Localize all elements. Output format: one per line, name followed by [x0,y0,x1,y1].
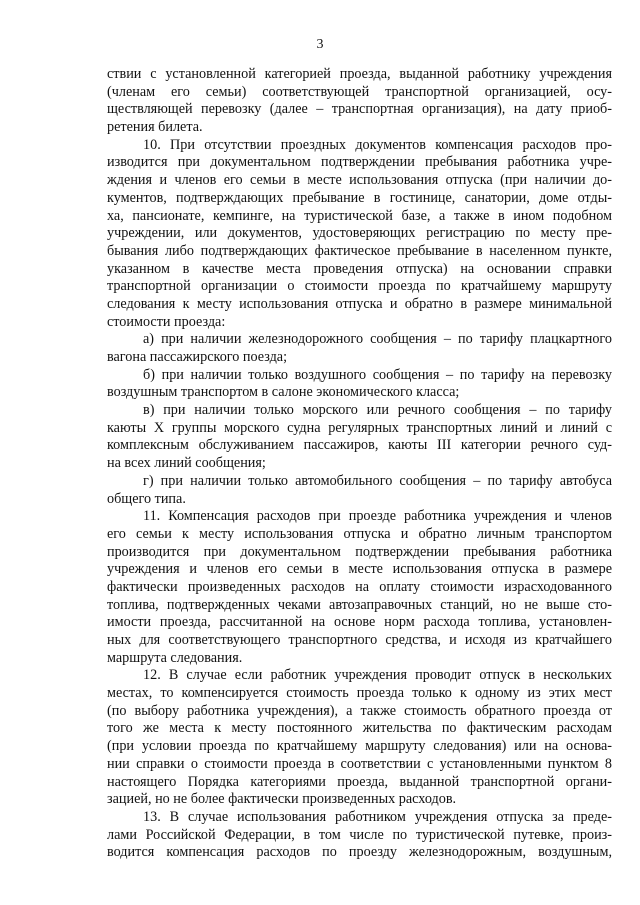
text-line: в) при наличии только морского или речного сообщения – по тарифу [143,402,612,419]
text-line: (членам его семьи) соответствующей транспортной организацией, осу- [107,83,612,100]
text-line: маршрута следования. [107,649,243,666]
text-line: 13. В случае использования работником учреждения отпуска за преде- [143,808,612,825]
text-line: нии справки о стоимости проезда в соответствии с установленными пунктом 8 [107,755,612,772]
text-line: изводится при документальном подтверждении пребывания работника учре- [107,154,612,171]
text-line: учреждения и членов его семьи в месте использования отпуска в размере [107,561,612,578]
text-line: ретения билета. [107,119,203,136]
text-line: 10. При отсутствии проездных документов компенсация расходов про- [143,136,612,153]
text-line: воздушным транспортом в салоне экономического класса; [107,384,460,401]
text-line: кументов, подтверждающих пребывание в гостинице, санатории, доме отды- [107,189,612,206]
text-line: водится компенсация расходов по проезду железнодорожным, воздушным, [107,844,612,861]
text-line: местах, то компенсируется стоимость проезда только к одному из этих мест [107,685,612,702]
text-line: бывания либо подтверждающих фактическое пребывание в населенном пункте, [107,242,612,259]
text-line: каюты X группы морского судна регулярных транспортных линий и линий с [107,419,612,436]
text-line: г) при наличии только автомобильного сообщения – по тарифу автобуса [143,472,612,489]
text-line: транспортной организации о стоимости проезда по кратчайшему маршруту [107,278,612,295]
text-line: стоимости проезда: [107,313,226,330]
text-line: ждения и членов его семьи в месте использования отпуска (при наличии до- [107,172,612,189]
text-line: его семьи к месту использования отпуска и обратно личным транспортом [107,525,612,542]
page-number: 3 [316,37,324,52]
text-line: настоящего Порядка категориями проезда, выданной транспортной органи- [107,773,612,790]
text-line: ха, пансионате, кемпинге, на туристической базе, а также в ином подобном [107,207,612,224]
text-line: ствии с установленной категорией проезда, выданной работнику учреждения [107,66,612,82]
text-line: топлива, подтвержденных чеками автозаправочных станций, но не выше сто- [107,596,612,613]
text-line: (по выбору работника учреждения), а также стоимость обратного проезда от [107,702,612,719]
text-line: 11. Компенсация расходов при проезде работника учреждения и членов [143,508,612,525]
document-body [107,66,612,862]
text-line: фактически произведенных расходов на оплату стоимости израсходованного [107,578,612,595]
text-line: производится при документальном подтверждении пребывания работника [107,543,612,560]
text-line: имости проезда, рассчитанной на основе норм расхода топлива, установлен- [107,614,612,631]
text-line: комплексным обслуживанием пассажиров, каюты III категории речного суд- [107,437,612,454]
text-line: б) при наличии только воздушного сообщения – по тарифу на перевозку [143,366,612,383]
text-line: следования к месту использования отпуска и обратно в размере минимальной [107,295,612,312]
text-line: общего типа. [107,490,186,507]
text-line: а) при наличии железнодорожного сообщения – по тарифу плацкартного [143,331,612,348]
text-line: лами Российской Федерации, в том числе по туристической путевке, произ- [107,826,612,843]
text-line: вагона пассажирского поезда; [107,349,288,365]
text-line: (при условии проезда по кратчайшему маршруту следования) или на основа- [107,738,612,755]
text-line: ных для соответствующего транспортного средства, и исходя из кратчайшего [107,632,612,648]
text-line: зацией, но не более фактически произведенных расходов. [107,791,457,808]
text-line: ществляющей перевозку (далее – транспортная организация), на дату приоб- [107,101,612,118]
text-line: указанном в качестве места проведения отпуска) на основании справки [107,260,612,277]
text-line: 12. В случае если работник учреждения проводит отпуск в нескольких [143,667,612,684]
text-line: учреждении, или документов, удостоверяющих регистрацию по месту пре- [107,225,612,242]
text-line: на всех линий сообщения; [107,455,266,472]
text-line: того же места к месту постоянного жительства по фактическим расходам [107,720,612,737]
